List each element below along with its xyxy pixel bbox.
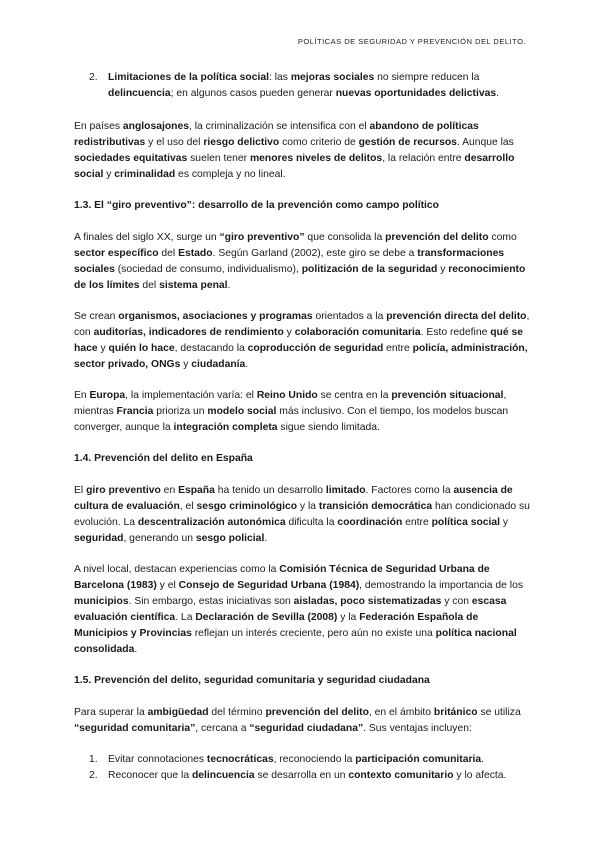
text-run: es compleja y no lineal.	[175, 169, 286, 180]
bold-term: participación comunitaria	[355, 754, 482, 765]
bold-term: prevención del delito	[265, 707, 369, 718]
text-run: más inclusivo. Con el tiempo, los modelos buscan converger, aunque la	[74, 406, 509, 433]
bold-term: Federación Española de Municipios y Provincias	[74, 612, 479, 639]
text-run: se desarrolla en un	[254, 770, 349, 781]
text-run: y	[103, 169, 115, 180]
list-number: 2.	[89, 770, 98, 781]
bold-term: política social	[431, 517, 501, 528]
bold-term: giro preventivo	[86, 485, 161, 496]
text-run: , cercana a	[195, 723, 250, 734]
text-run: orientados a la	[312, 311, 387, 322]
text-run: y la	[337, 612, 360, 623]
bold-term: Comisión Técnica de Seguridad Urbana de Barcelona (1983)	[74, 564, 490, 591]
text-run: se utiliza	[477, 707, 521, 718]
bold-term: nuevas oportunidades delictivas	[335, 88, 497, 99]
bold-term: descentralización autonómica	[137, 517, 286, 528]
bold-term: transformaciones sociales	[74, 248, 505, 275]
bold-term: limitado	[325, 485, 366, 496]
text-run: Se crean	[74, 311, 119, 322]
bold-term: seguridad	[74, 533, 124, 544]
bold-term: “seguridad comunitaria”	[74, 723, 196, 734]
text-run: suelen tener	[187, 153, 250, 164]
bold-term: ausencia de cultura de evaluación	[74, 485, 513, 512]
list-number: 1.	[89, 754, 98, 765]
bold-term: Limitaciones de la política social	[108, 72, 269, 83]
text-run: entre	[383, 343, 413, 354]
text-run: y el uso del	[145, 137, 204, 148]
bold-term: prevención situacional	[391, 390, 504, 401]
text-run: y la	[297, 501, 319, 512]
list-item	[74, 70, 534, 102]
bold-term: reconocimiento de los límites	[74, 264, 526, 291]
bold-term: coordinación	[337, 517, 403, 528]
text-run: , la criminalización se intensifica con el	[189, 121, 370, 132]
bold-term: política nacional consolidada	[74, 628, 517, 655]
bold-term: sesgo policial	[195, 533, 265, 544]
bold-term: organismos, asociaciones y programas	[118, 311, 313, 322]
text-run: dificulta la	[285, 517, 338, 528]
running-header: POLÍTICAS DE SEGURIDAD Y PREVENCIÓN DEL DELITO.	[297, 37, 526, 46]
text-run: entre	[402, 517, 432, 528]
text-run: y	[97, 343, 109, 354]
text-run: A nivel local, destacan experiencias como la	[74, 564, 280, 575]
numbered-list-limitations	[74, 70, 534, 102]
text-run: A finales del siglo XX, surge un	[74, 232, 220, 243]
text-run: no siempre reducen la	[374, 72, 480, 83]
bold-term: sesgo criminológico	[196, 501, 298, 512]
bold-term: anglosajones	[122, 121, 189, 132]
text-run: . La	[175, 612, 196, 623]
text-run: (sociedad de consumo, individualismo),	[114, 264, 302, 275]
text-run: que consolida la	[304, 232, 386, 243]
bold-term: coproducción de seguridad	[247, 343, 384, 354]
text-run: . Según Garland (2002), este giro se debe a	[212, 248, 418, 259]
bold-term: británico	[433, 707, 478, 718]
text-run: en	[160, 485, 179, 496]
text-run: y lo afecta.	[453, 770, 507, 781]
text-run: del término	[208, 707, 266, 718]
text-run: , generando un	[123, 533, 196, 544]
text-run: , reconociendo la	[273, 754, 356, 765]
text-run: En países	[74, 121, 123, 132]
bold-term: colaboración comunitaria	[294, 327, 421, 338]
bold-term: riesgo delictivo	[203, 137, 280, 148]
bold-term: Francia	[116, 406, 154, 417]
text-run: En	[74, 390, 90, 401]
text-run: . Factores como la	[365, 485, 454, 496]
text-run: se centra en la	[317, 390, 392, 401]
text-run: y	[283, 327, 295, 338]
bold-term: Declaración de Sevilla (2008)	[195, 612, 338, 623]
text-run: como	[488, 232, 517, 243]
list-item	[74, 768, 534, 784]
bold-term: municipios	[74, 596, 129, 607]
text-run: y	[437, 264, 449, 275]
bold-term: transición democrática	[318, 501, 433, 512]
bold-term: “giro preventivo”	[219, 232, 305, 243]
bold-term: abandono de políticas redistributivas	[74, 121, 479, 148]
list-item-text	[108, 770, 506, 781]
text-run: y con	[441, 596, 472, 607]
bold-term: policía, administración, sector privado, ONGs	[74, 343, 528, 370]
bold-term: qué se hace	[74, 327, 523, 354]
text-run: ha tenido un desarrollo	[214, 485, 326, 496]
text-run: .	[481, 754, 485, 765]
paragraph-europa	[74, 388, 534, 436]
text-run: han condicionado su evolución. La	[74, 501, 530, 528]
text-run: Para superar la	[74, 707, 148, 718]
text-run: como criterio de	[279, 137, 359, 148]
bold-term: sector específico	[74, 248, 159, 259]
list-item	[74, 752, 534, 768]
bold-term: sociedades equitativas	[74, 153, 188, 164]
bold-term: delincuencia	[108, 88, 171, 99]
text-run: .	[496, 88, 499, 99]
bold-term: prevención del delito	[385, 232, 489, 243]
text-run: reflejan un interés creciente, pero aún no existe una	[191, 628, 436, 639]
text-run: y el	[156, 580, 179, 591]
section-heading-1-4: 1.4. Prevención del delito en España	[74, 453, 253, 464]
bold-term: prevención directa del delito	[386, 311, 527, 322]
bold-term: Europa	[89, 390, 126, 401]
paragraph-seguridad-comunitaria	[74, 705, 534, 737]
bold-term: auditorías, indicadores de rendimiento	[93, 327, 284, 338]
paragraph-espana	[74, 483, 534, 547]
bold-term: “seguridad ciudadana”	[249, 723, 364, 734]
text-run: del	[139, 280, 160, 291]
text-run: . Sus ventajas incluyen:	[363, 723, 472, 734]
text-run: .	[134, 644, 138, 655]
bold-term: gestión de recursos	[358, 137, 457, 148]
bold-term: ciudadanía	[191, 359, 246, 370]
list-number: 2.	[89, 72, 98, 83]
bold-term: politización de la seguridad	[301, 264, 438, 275]
bold-term: modelo social	[207, 406, 277, 417]
text-run: y	[500, 517, 509, 528]
bold-term: contexto comunitario	[348, 770, 454, 781]
text-run: , destacando la	[174, 343, 248, 354]
bold-term: España	[178, 485, 215, 496]
list-item-text	[108, 754, 484, 765]
text-run: .	[245, 359, 249, 370]
paragraph-anglosajones	[74, 119, 534, 183]
section-heading-1-3: 1.3. El “giro preventivo”: desarrollo de la prevención como campo político	[74, 200, 439, 211]
text-run: Reconocer que la	[108, 770, 192, 781]
text-run: , la implementación varía: el	[125, 390, 257, 401]
text-run: , el	[179, 501, 197, 512]
paragraph-organismos	[74, 309, 534, 373]
text-run: Evitar connotaciones	[108, 754, 207, 765]
bold-term: tecnocráticas	[206, 754, 274, 765]
bold-term: Consejo de Seguridad Urbana (1984)	[178, 580, 360, 591]
text-run: , con	[74, 311, 530, 338]
bold-term: integración completa	[173, 422, 278, 433]
bold-term: delincuencia	[191, 770, 255, 781]
text-run: . Aunque las	[456, 137, 514, 148]
numbered-list-ventajas	[74, 752, 534, 784]
list-item-text	[108, 72, 499, 99]
bold-term: sistema penal	[159, 280, 228, 291]
paragraph-nivel-local	[74, 562, 534, 658]
text-run: . Esto redefine	[420, 327, 491, 338]
bold-term: menores niveles de delitos	[249, 153, 383, 164]
text-run: ; en algunos casos pueden generar	[170, 88, 336, 99]
text-run: del	[158, 248, 179, 259]
text-run: .	[227, 280, 231, 291]
text-run: , demostrando la importancia de los	[359, 580, 524, 591]
bold-term: mejoras sociales	[290, 72, 375, 83]
text-run: El	[74, 485, 87, 496]
text-run: , en el ámbito	[368, 707, 434, 718]
bold-term: desarrollo social	[74, 153, 515, 180]
text-run: . Sin embargo, estas iniciativas son	[128, 596, 294, 607]
bold-term: aisladas, poco sistematizadas	[293, 596, 442, 607]
section-heading-1-5: 1.5. Prevención del delito, seguridad comunitaria y seguridad ciudadana	[74, 675, 430, 686]
bold-term: Estado	[178, 248, 213, 259]
bold-term: escasa evaluación científica	[74, 596, 507, 623]
text-run: , la relación entre	[382, 153, 465, 164]
bold-term: Reino Unido	[256, 390, 318, 401]
paragraph-giro-preventivo	[74, 230, 534, 294]
bold-term: ambigüedad	[147, 707, 209, 718]
bold-term: criminalidad	[114, 169, 176, 180]
bold-term: quién lo hace	[108, 343, 175, 354]
text-run: .	[264, 533, 268, 544]
text-run: y	[180, 359, 192, 370]
text-run: prioriza un	[153, 406, 208, 417]
text-run: , mientras	[74, 390, 507, 417]
text-run: sigue siendo limitada.	[277, 422, 380, 433]
text-run: : las	[268, 72, 291, 83]
document-body	[74, 70, 534, 799]
